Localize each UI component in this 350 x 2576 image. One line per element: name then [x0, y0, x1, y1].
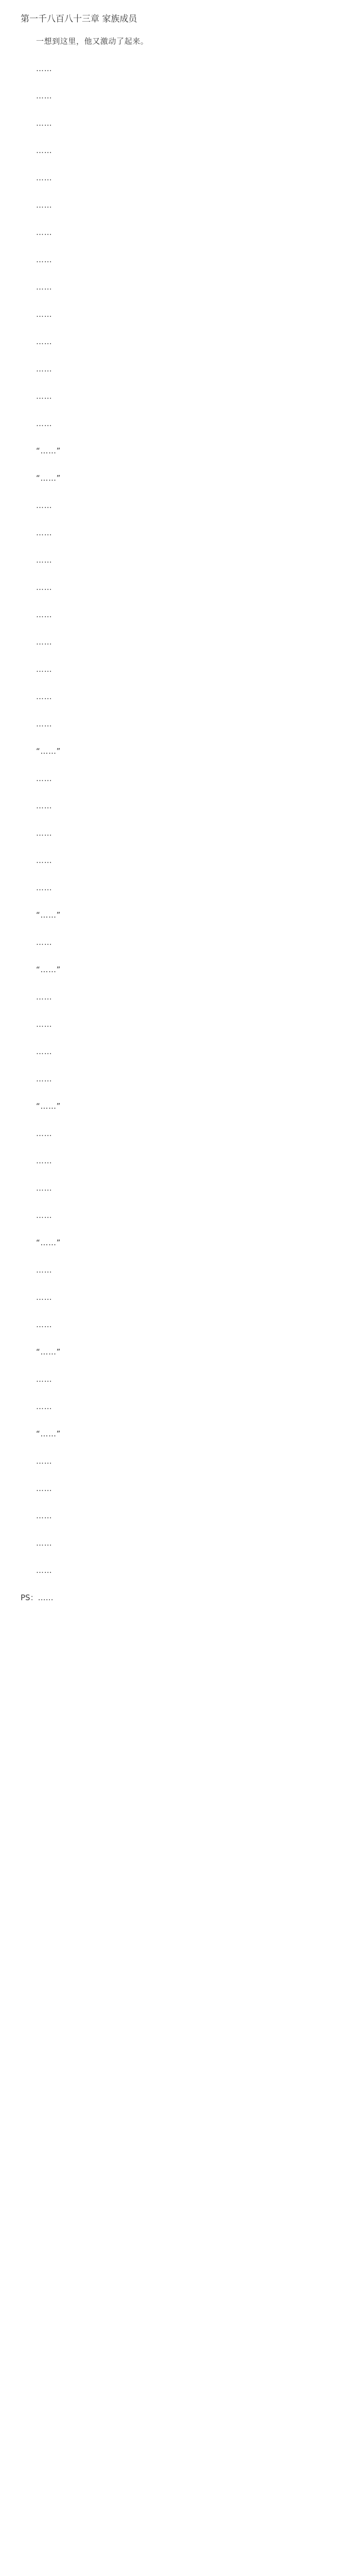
paragraph: ……: [36, 583, 52, 592]
paragraph: ……: [36, 1293, 52, 1302]
paragraph: ……: [36, 1456, 52, 1466]
paragraph: ……: [36, 719, 52, 728]
dialog-paragraph: “……”: [36, 473, 61, 483]
paragraph: ……: [36, 555, 52, 565]
paragraph: 一想到这里，他又激动了起来。: [36, 37, 149, 46]
paragraph: ……: [36, 856, 52, 865]
paragraph: ……: [36, 419, 52, 428]
paragraph: ……: [36, 364, 52, 374]
paragraph: ……: [36, 692, 52, 701]
paragraph: ……: [36, 64, 52, 73]
paragraph: ……: [36, 1484, 52, 1493]
paragraph: ……: [36, 1074, 52, 1083]
paragraph: ……: [36, 392, 52, 401]
paragraph: ……: [36, 228, 52, 237]
paragraph: ……: [36, 828, 52, 838]
paragraph: ……: [36, 1375, 52, 1384]
paragraph: ……: [36, 665, 52, 674]
paragraph: ……: [36, 255, 52, 264]
paragraph: ……: [36, 528, 52, 537]
paragraph: ……: [36, 1047, 52, 1056]
paragraph: ……: [36, 282, 52, 292]
paragraph: ……: [36, 801, 52, 810]
dialog-paragraph: “……”: [36, 1238, 61, 1247]
paragraph: ……: [36, 337, 52, 346]
paragraph: ……: [36, 1265, 52, 1275]
paragraph: ……: [36, 1183, 52, 1193]
chapter-title: 第一千八百八十三章 家族成员: [21, 14, 137, 24]
chapter-content: [21, 34, 329, 1578]
paragraph: ……: [36, 1320, 52, 1329]
paragraph: ……: [36, 310, 52, 319]
paragraph: ……: [36, 610, 52, 619]
paragraph: ……: [36, 1566, 52, 1575]
paragraph: ……: [36, 1156, 52, 1165]
paragraph: ……: [36, 146, 52, 155]
paragraph: ……: [36, 501, 52, 510]
paragraph: ……: [36, 1020, 52, 1029]
paragraph: ……: [36, 200, 52, 210]
dialog-paragraph: “……”: [36, 1347, 61, 1357]
paragraph: ……: [36, 883, 52, 892]
paragraph: ……: [36, 1511, 52, 1520]
paragraph: ……: [36, 774, 52, 783]
paragraph: ……: [36, 1538, 52, 1548]
dialog-paragraph: “……”: [36, 446, 61, 455]
paragraph: ……: [36, 992, 52, 1002]
paragraph: ……: [36, 938, 52, 947]
dialog-paragraph: “……”: [36, 1101, 61, 1111]
paragraph: ……: [36, 173, 52, 182]
paragraph: ……: [36, 637, 52, 647]
paragraph: ……: [36, 118, 52, 128]
paragraph: ……: [36, 1402, 52, 1411]
dialog-paragraph: “……”: [36, 747, 61, 756]
paragraph: ……: [36, 1129, 52, 1138]
dialog-paragraph: “……”: [36, 910, 61, 920]
dialog-paragraph: “……”: [36, 1429, 61, 1438]
author-note: PS：……: [21, 1593, 54, 1602]
paragraph: ……: [36, 91, 52, 100]
paragraph: ……: [36, 1211, 52, 1220]
dialog-paragraph: “……”: [36, 965, 61, 974]
